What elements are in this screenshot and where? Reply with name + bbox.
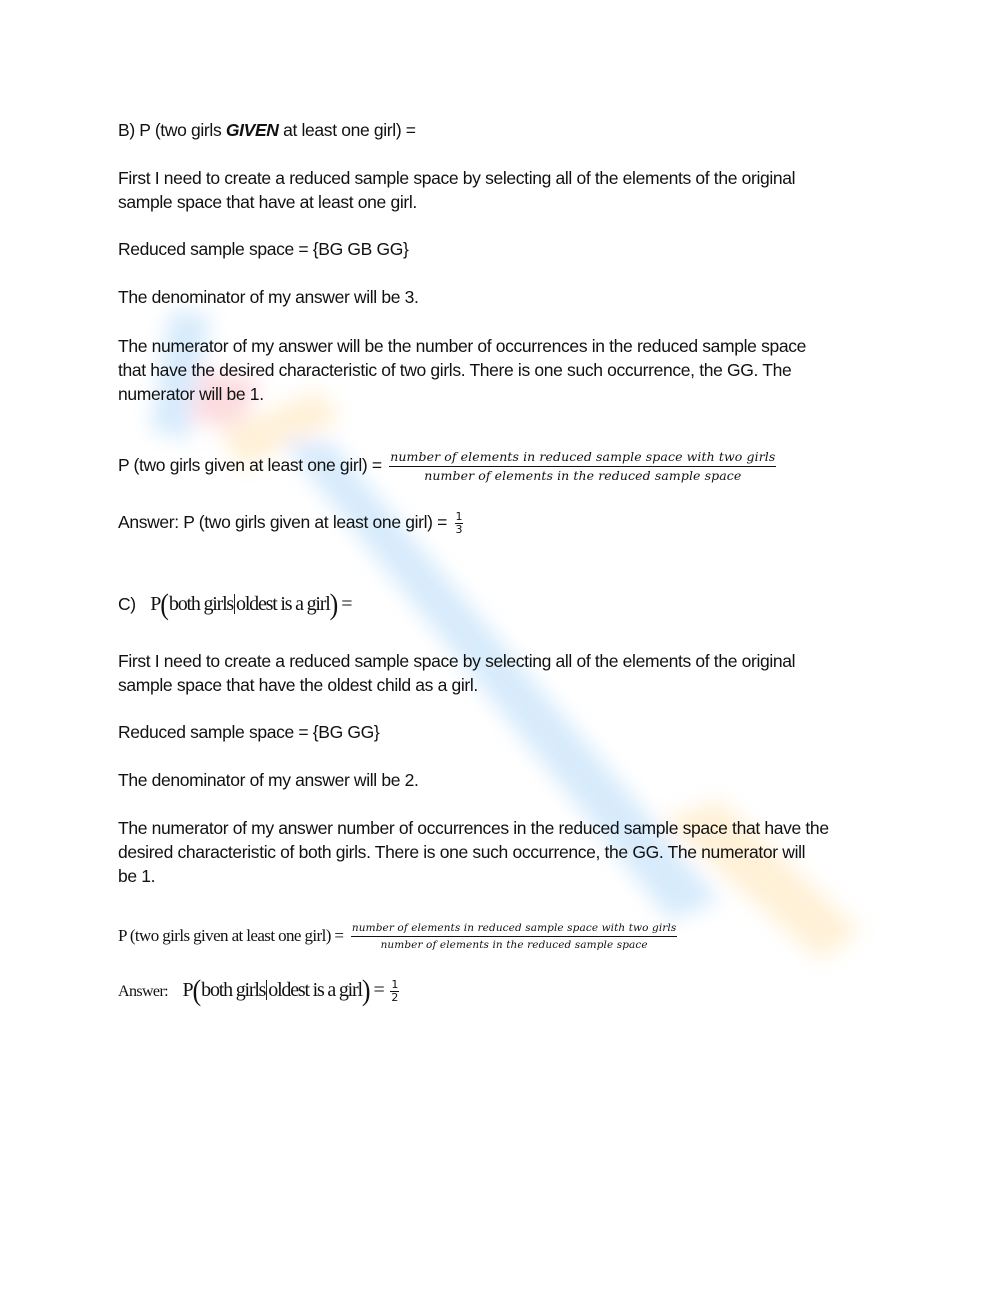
part-c-label: C) <box>118 594 136 614</box>
right-paren: ) <box>329 587 339 622</box>
part-c-denominator-text: The denominator of my answer will be 2. <box>118 770 419 790</box>
answer-numerator: 1 <box>455 509 463 523</box>
part-b-formula-label: P (two girls given at least one girl) = <box>118 455 382 476</box>
part-b-heading-suffix: at least one girl) = <box>278 120 416 140</box>
part-c-answer <box>118 973 399 1008</box>
part-b-paragraph-1-line-2: sample space that have at least one girl. <box>118 192 417 212</box>
probability-symbol: P <box>182 979 193 1001</box>
part-b-denominator-text: The denominator of my answer will be 3. <box>118 287 419 307</box>
part-c-formula-fraction <box>351 922 677 951</box>
condition-oldest-girl: oldest is a girl <box>268 979 362 1001</box>
given-emphasis: GIVEN <box>225 120 279 140</box>
part-c-answer-fraction <box>390 979 399 1004</box>
part-c-heading <box>118 587 352 622</box>
part-b-paragraph-2-line-1: The numerator of my answer will be the number of occurrences in the reduced sample space <box>118 336 807 356</box>
fraction-numerator: number of elements in reduced sample space with two girls <box>351 922 677 937</box>
part-b-paragraph-1-line-1: First I need to create a reduced sample space by selecting all of the elements of the original <box>118 168 796 188</box>
part-b-answer-label: Answer: P (two girls given at least one girl) = <box>118 512 448 532</box>
right-paren: ) <box>361 973 371 1008</box>
probability-symbol: P <box>150 593 161 615</box>
part-b-answer <box>118 510 463 536</box>
event-both-girls: both girls <box>168 593 234 615</box>
event-both-girls: both girls <box>201 979 266 1001</box>
fraction-numerator: number of elements in reduced sample space with two girls <box>389 450 776 467</box>
part-b-formula-fraction <box>389 450 776 483</box>
equals-sign: = <box>373 979 384 1001</box>
part-b-reduced-sample-space: Reduced sample space = {BG GB GG} <box>118 239 409 259</box>
part-c-paragraph-1-line-2: sample space that have the oldest child as a girl. <box>118 675 478 695</box>
part-c-paragraph-2-line-3: be 1. <box>118 866 156 886</box>
left-paren: ( <box>192 973 202 1008</box>
answer-numerator: 1 <box>391 977 399 991</box>
part-c-heading-expression <box>150 587 352 622</box>
fraction-denominator: number of elements in the reduced sample space <box>380 939 648 951</box>
part-b-paragraph-2-line-2: that have the desired characteristic of two girls. There is one such occurrence, the GG. The <box>118 360 792 380</box>
answer-denominator: 3 <box>455 522 463 536</box>
part-b-answer-fraction <box>455 511 464 536</box>
fraction-denominator: number of elements in the reduced sample space <box>424 468 742 483</box>
part-c-answer-label: Answer: <box>118 983 169 1000</box>
part-c-answer-expression <box>182 973 388 1008</box>
part-c-paragraph-1-line-1: First I need to create a reduced sample space by selecting all of the elements of the original <box>118 651 796 671</box>
left-paren: ( <box>160 587 169 622</box>
part-c-paragraph-2-line-2: desired characteristic of both girls. There is one such occurrence, the GG. The numerator will <box>118 842 806 862</box>
part-b-heading <box>118 118 416 142</box>
part-c-formula <box>118 922 677 951</box>
given-bar <box>234 594 235 614</box>
condition-oldest-girl: oldest is a girl <box>236 593 330 615</box>
part-c-paragraph-2-line-1: The numerator of my answer number of occurrences in the reduced sample space that have the <box>118 818 829 838</box>
part-c-formula-label: P (two girls given at least one girl) = <box>118 926 344 946</box>
part-b-paragraph-2-line-3: numerator will be 1. <box>118 384 264 404</box>
part-b-heading-prefix: B) P (two girls <box>118 120 226 140</box>
answer-denominator: 2 <box>391 990 399 1004</box>
part-b-formula <box>118 450 776 483</box>
part-c-reduced-sample-space: Reduced sample space = {BG GG} <box>118 722 380 742</box>
equals-sign: = <box>341 593 352 615</box>
